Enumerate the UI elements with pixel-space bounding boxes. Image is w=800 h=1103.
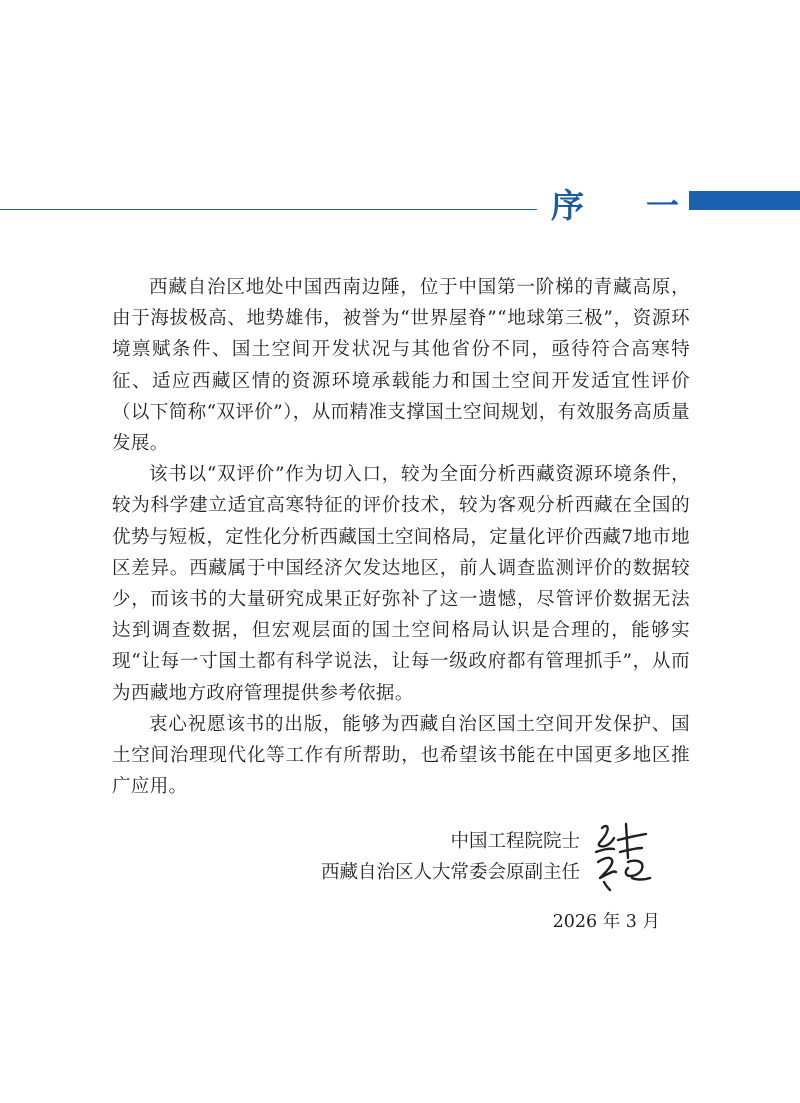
signature-block: [280, 826, 580, 888]
preface-title-char-1: 序: [551, 185, 584, 225]
paragraph-3: 衷心祝愿该书的出版，能够为西藏自治区国土空间开发保护、国土空间治理现代化等工作有所帮助，也希望该书能在中国更多地区推广应用。: [112, 713, 690, 798]
preface-title: [551, 183, 679, 227]
signature-title-line-2: 西藏自治区人大常委会原副主任: [320, 862, 580, 883]
paragraph-2: 该书以“双评价”作为切入口，较为全面分析西藏资源环境条件，较为科学建立适宜高寒特征的评价技术，较为客观分析西藏在全国的优势与短板，定性化分析西藏国土空间格局，定量化评价西藏7地市地区差异。西藏属于中国经济欠发达地区，前人调查监测评价的数据较少，而该书的大量研究成果正好弥补了这一遗憾，尽管评价数据无法达到调查数据，但宏观层面的国土空间格局认识是合理的，能够实现“让每一寸国土都有科学说法，让每一级政府都有管理抓手”，从而为西藏地方政府管理提供参考依据。: [112, 464, 690, 704]
paragraph-1: 西藏自治区地处中国西南边陲，位于中国第一阶梯的青藏高原，由于海拔极高、地势雄伟，被誉为“世界屋脊”“地球第三极”，资源环境禀赋条件、国土空间开发状况与其他省份不同，亟待符合高寒特征、适应西藏区情的资源环境承载能力和国土空间开发适宜性评价（以下简称“双评价”），从而精准支撑国土空间规划，有效服务高质量发展。: [112, 277, 690, 455]
header-accent-block: [689, 191, 800, 210]
signature-title-line-1: 中国工程院院士: [450, 831, 580, 852]
handwritten-signature-icon: [588, 818, 656, 892]
preface-title-char-2: 一: [646, 185, 679, 225]
header-rule: [0, 209, 537, 210]
date-line: 2026 年 3 月: [552, 912, 660, 932]
preface-body: [112, 272, 690, 802]
